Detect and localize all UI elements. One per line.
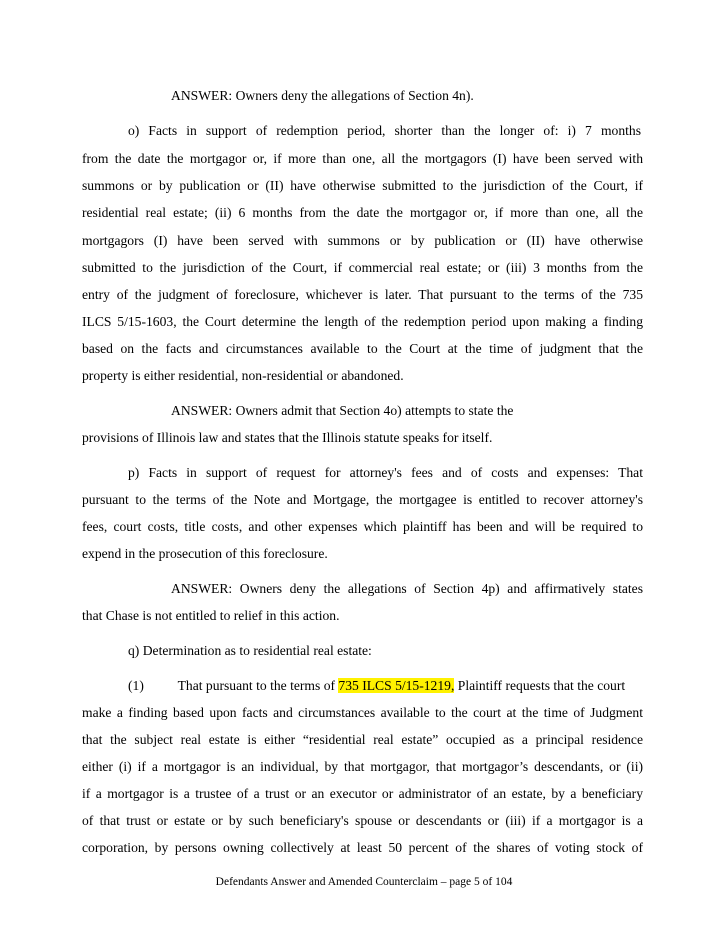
paragraph-line: if a mortgagor is a trustee of a trust or an executor or administrator of an estate, by a beneficiary — [82, 786, 643, 801]
paragraph-line: mortgagors (I) have been served with summons or by publication or (II) have otherwise — [82, 233, 643, 248]
paragraph-line: corporation, by persons owning collectively at least 50 percent of the shares of voting stock of — [82, 840, 643, 855]
answer-4n-line: ANSWER: Owners deny the allegations of Section 4n). — [171, 88, 474, 103]
paragraph-line: make a finding based upon facts and circumstances available to the court at the time of Judgment — [82, 705, 643, 720]
paragraph-line: property is either residential, non-residential or abandoned. — [82, 368, 404, 383]
paragraph-line: entry of the judgment of foreclosure, whichever is later. That pursuant to the terms of the 735 — [82, 287, 643, 302]
paragraph-line: based on the facts and circumstances available to the Court at the time of judgment that the — [82, 341, 643, 356]
section-q-line: q) Determination as to residential real estate: — [128, 643, 372, 658]
paragraph-line: that the subject real estate is either “residential real estate” occupied as a principal residence — [82, 732, 643, 747]
answer-4o-line: ANSWER: Owners admit that Section 4o) attempts to state the — [171, 403, 514, 418]
paragraph-line: pursuant to the terms of the Note and Mortgage, the mortgagee is entitled to recover attorney's — [82, 492, 643, 507]
paragraph-line: from the date the mortgagor or, if more than one, all the mortgagors (I) have been served with — [82, 151, 643, 166]
subsection-1-text: (1) That pursuant to the terms of — [128, 678, 339, 693]
paragraph-line: summons or by publication or (II) have otherwise submitted to the jurisdiction of the Court, if — [82, 178, 643, 193]
paragraph-line: residential real estate; (ii) 6 months from the date the mortgagor or, if more than one, all the — [82, 205, 643, 220]
paragraph-line: of that trust or estate or by such beneficiary's spouse or descendants or (iii) if a mortgagor is a — [82, 813, 643, 828]
paragraph-line: provisions of Illinois law and states that the Illinois statute speaks for itself. — [82, 430, 493, 445]
section-o-line: o) Facts in support of redemption period, shorter than the longer of: i) 7 months — [128, 123, 641, 138]
page-footer: Defendants Answer and Amended Counterclaim – page 5 of 104 — [215, 876, 513, 888]
subsection-1-text-end: Plaintiff requests that the court — [454, 678, 626, 693]
answer-4p-line: ANSWER: Owners deny the allegations of Section 4p) and affirmatively states — [171, 581, 643, 596]
paragraph-line: that Chase is not entitled to relief in this action. — [82, 608, 340, 623]
paragraph-line: expend in the prosecution of this foreclosure. — [82, 546, 328, 561]
paragraph-line: ILCS 5/15-1603, the Court determine the length of the redemption period upon making a finding — [82, 314, 643, 329]
statute-highlight: 735 ILCS 5/15-1219, — [338, 678, 455, 693]
subsection-1-line — [128, 678, 643, 694]
section-p-line: p) Facts in support of request for attorney's fees and of costs and expenses: That — [128, 465, 643, 480]
paragraph-line: submitted to the jurisdiction of the Court, if commercial real estate; or (iii) 3 months from the — [82, 260, 643, 275]
paragraph-line: either (i) if a mortgagor is an individual, by that mortgagor, that mortgagor’s descendants, or (ii) — [82, 759, 643, 774]
paragraph-line: fees, court costs, title costs, and other expenses which plaintiff has been and will be required to — [82, 519, 643, 534]
